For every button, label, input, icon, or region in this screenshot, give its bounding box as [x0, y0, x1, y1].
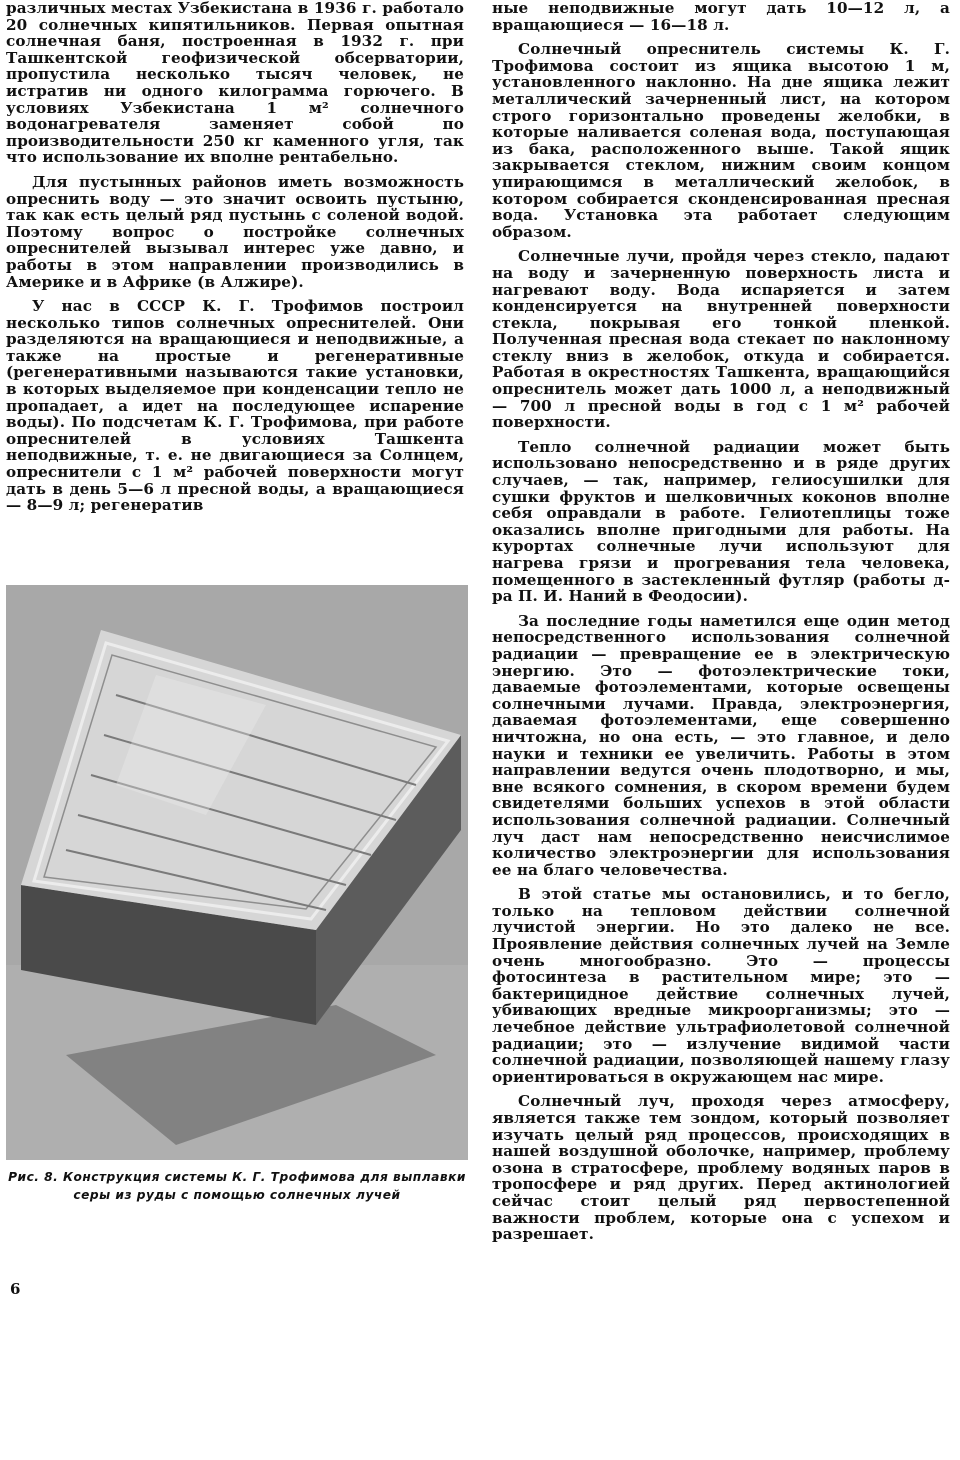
left-column [6, 0, 464, 522]
paragraph: Солнечный луч, проходя через атмосферу, является также тем зондом, который позволяет изучать целый ряд процессов, происходящих в нашей воздушной оболочке, например, проблему озона в стратосфере, проблему водяных паров в тропосфере и ряд других. Перед актинологией сейчас стоит целый ряд первостепенной важности проблем, которые она с успехом и разрешает. [492, 1092, 950, 1244]
paragraph: В этой статье мы остановились, и то бегло, только на тепловом действии солнечной лучистой энергии. Но это далеко не все. Проявление действия солнечных лучей на Земле очень многообразно. Это — процессы фотосинтеза в растительном мире; это — бактерицидное действие солнечных лучей, убивающих вредные микроорганизмы; это — лечебное действие ультрафиолетовой солнечной радиации; это — излучение видимой части солнечной радиации, позволяющей нашему глазу ориентироваться в окружающем нас мире. [492, 885, 950, 1086]
paragraph: Солнечный опреснитель системы К. Г. Трофимова состоит из ящика высотою 1 м, установленного наклонно. На дне ящика лежит металлический зачерненный лист, на котором строго горизонтально проведены желобки, в которые наливается соленая вода, поступающая из бака, расположенного выше. Такой ящик закрывается стеклом, нижним своим концом упирающимся в металлический желобок, в котором собирается сконденсированная пресная вода. Установка эта работает следующим образом. [492, 40, 950, 241]
paragraph: У нас в СССР К. Г. Трофимов построил несколько типов солнечных опреснителей. Они разделяются на вращающиеся и неподвижные, а также на простые и регенеративные (регенеративными называются такие установки, в которых выделяемое при конденсации тепло не пропадает, а идет на последующее испарение воды). По подсчетам К. Г. Трофимова, при работе опреснителей в условиях Ташкента неподвижные, т. е. не двигающиеся за Солнцем, опреснители с 1 м² рабочей поверхности могут дать в день 5—6 л пресной воды, а вращающиеся — 8—9 л; регенератив [6, 297, 464, 515]
desalinator-photo [6, 585, 468, 1160]
paragraph: Солнечные лучи, пройдя через стекло, падают на воду и зачерненную поверхность листа и нагревают воду. Вода испаряется и затем конденсируется на внутренней поверхности стекла, покрывая его тонкой пленкой. Полученная пресная вода стекает по наклонному стеклу вниз в желобок, откуда и собирается. Работая в окрестностях Ташкента, вращающийся опреснитель может дать 1000 л, а неподвижный — 700 л пресной воды в год с 1 м² рабочей поверхности. [492, 247, 950, 432]
right-column [492, 0, 950, 1251]
figure [6, 585, 468, 1460]
paragraph: За последние годы наметился еще один метод непосредственного использования солнечной радиации — превращение ее в электрическую энергию. Это — фотоэлектрические токи, даваемые фотоэлементами, которые освещены солнечными лучами. Правда, электроэнергия, даваемая фотоэлементами, еще совершенно ничтожна, но она есть, — это главное, и дело науки и техники ее увеличить. Работы в этом направлении ведутся очень плодотворно, и мы, вне всякого сомнения, в скором времени будем свидетелями больших успехов в этой области использования солнечной радиации. Солнечный луч даст нам непосредственно неисчислимое количество электроэнергии для использования ее на благо человечества. [492, 611, 950, 879]
paragraph: различных местах Узбекистана в 1936 г. работало 20 солнечных кипятильников. Первая опытная солнечная баня, построенная в 1932 г. при Ташкентской геофизической обсерватории, пропустила несколько тысяч человек, не истратив ни одного килограмма горючего. В условиях Узбекистана 1 м² солнечного водонагревателя заменяет собой по производительности 250 кг каменного угля, так что использование их вполне рентабельно. [6, 0, 464, 167]
paragraph: Для пустынных районов иметь возможность опреснить воду — это значит освоить пустыню, так как есть целый ряд пустынь с соленой водой. Поэтому вопрос о постройке солнечных опреснителей вызывал интерес уже давно, и работы в этом направлении производились в Америке и в Африке (в Алжире). [6, 172, 464, 291]
paragraph: ные неподвижные могут дать 10—12 л, а вращающиеся — 16—18 л. [492, 0, 950, 34]
desalinator-box-illustration [6, 585, 468, 1160]
paragraph: Тепло солнечной радиации может быть использовано непосредственно и в ряде других случаев, — так, например, гелиосушилки для сушки фруктов и шелковичных коконов вполне себя оправдали в работе. Гелиотеплицы тоже оказались вполне пригодными для работы. На курортах солнечные лучи используют для нагрева грязи и прогревания тела человека, помещенного в застекленный футляр (работы д-ра П. И. Наний в Феодосии). [492, 437, 950, 606]
page-number: 6 [10, 1280, 21, 1298]
figure-caption: Рис. 8. Конструкция системы К. Г. Трофимова для выплавки серы из руды с помощью солнечных лучей [8, 1170, 466, 1202]
